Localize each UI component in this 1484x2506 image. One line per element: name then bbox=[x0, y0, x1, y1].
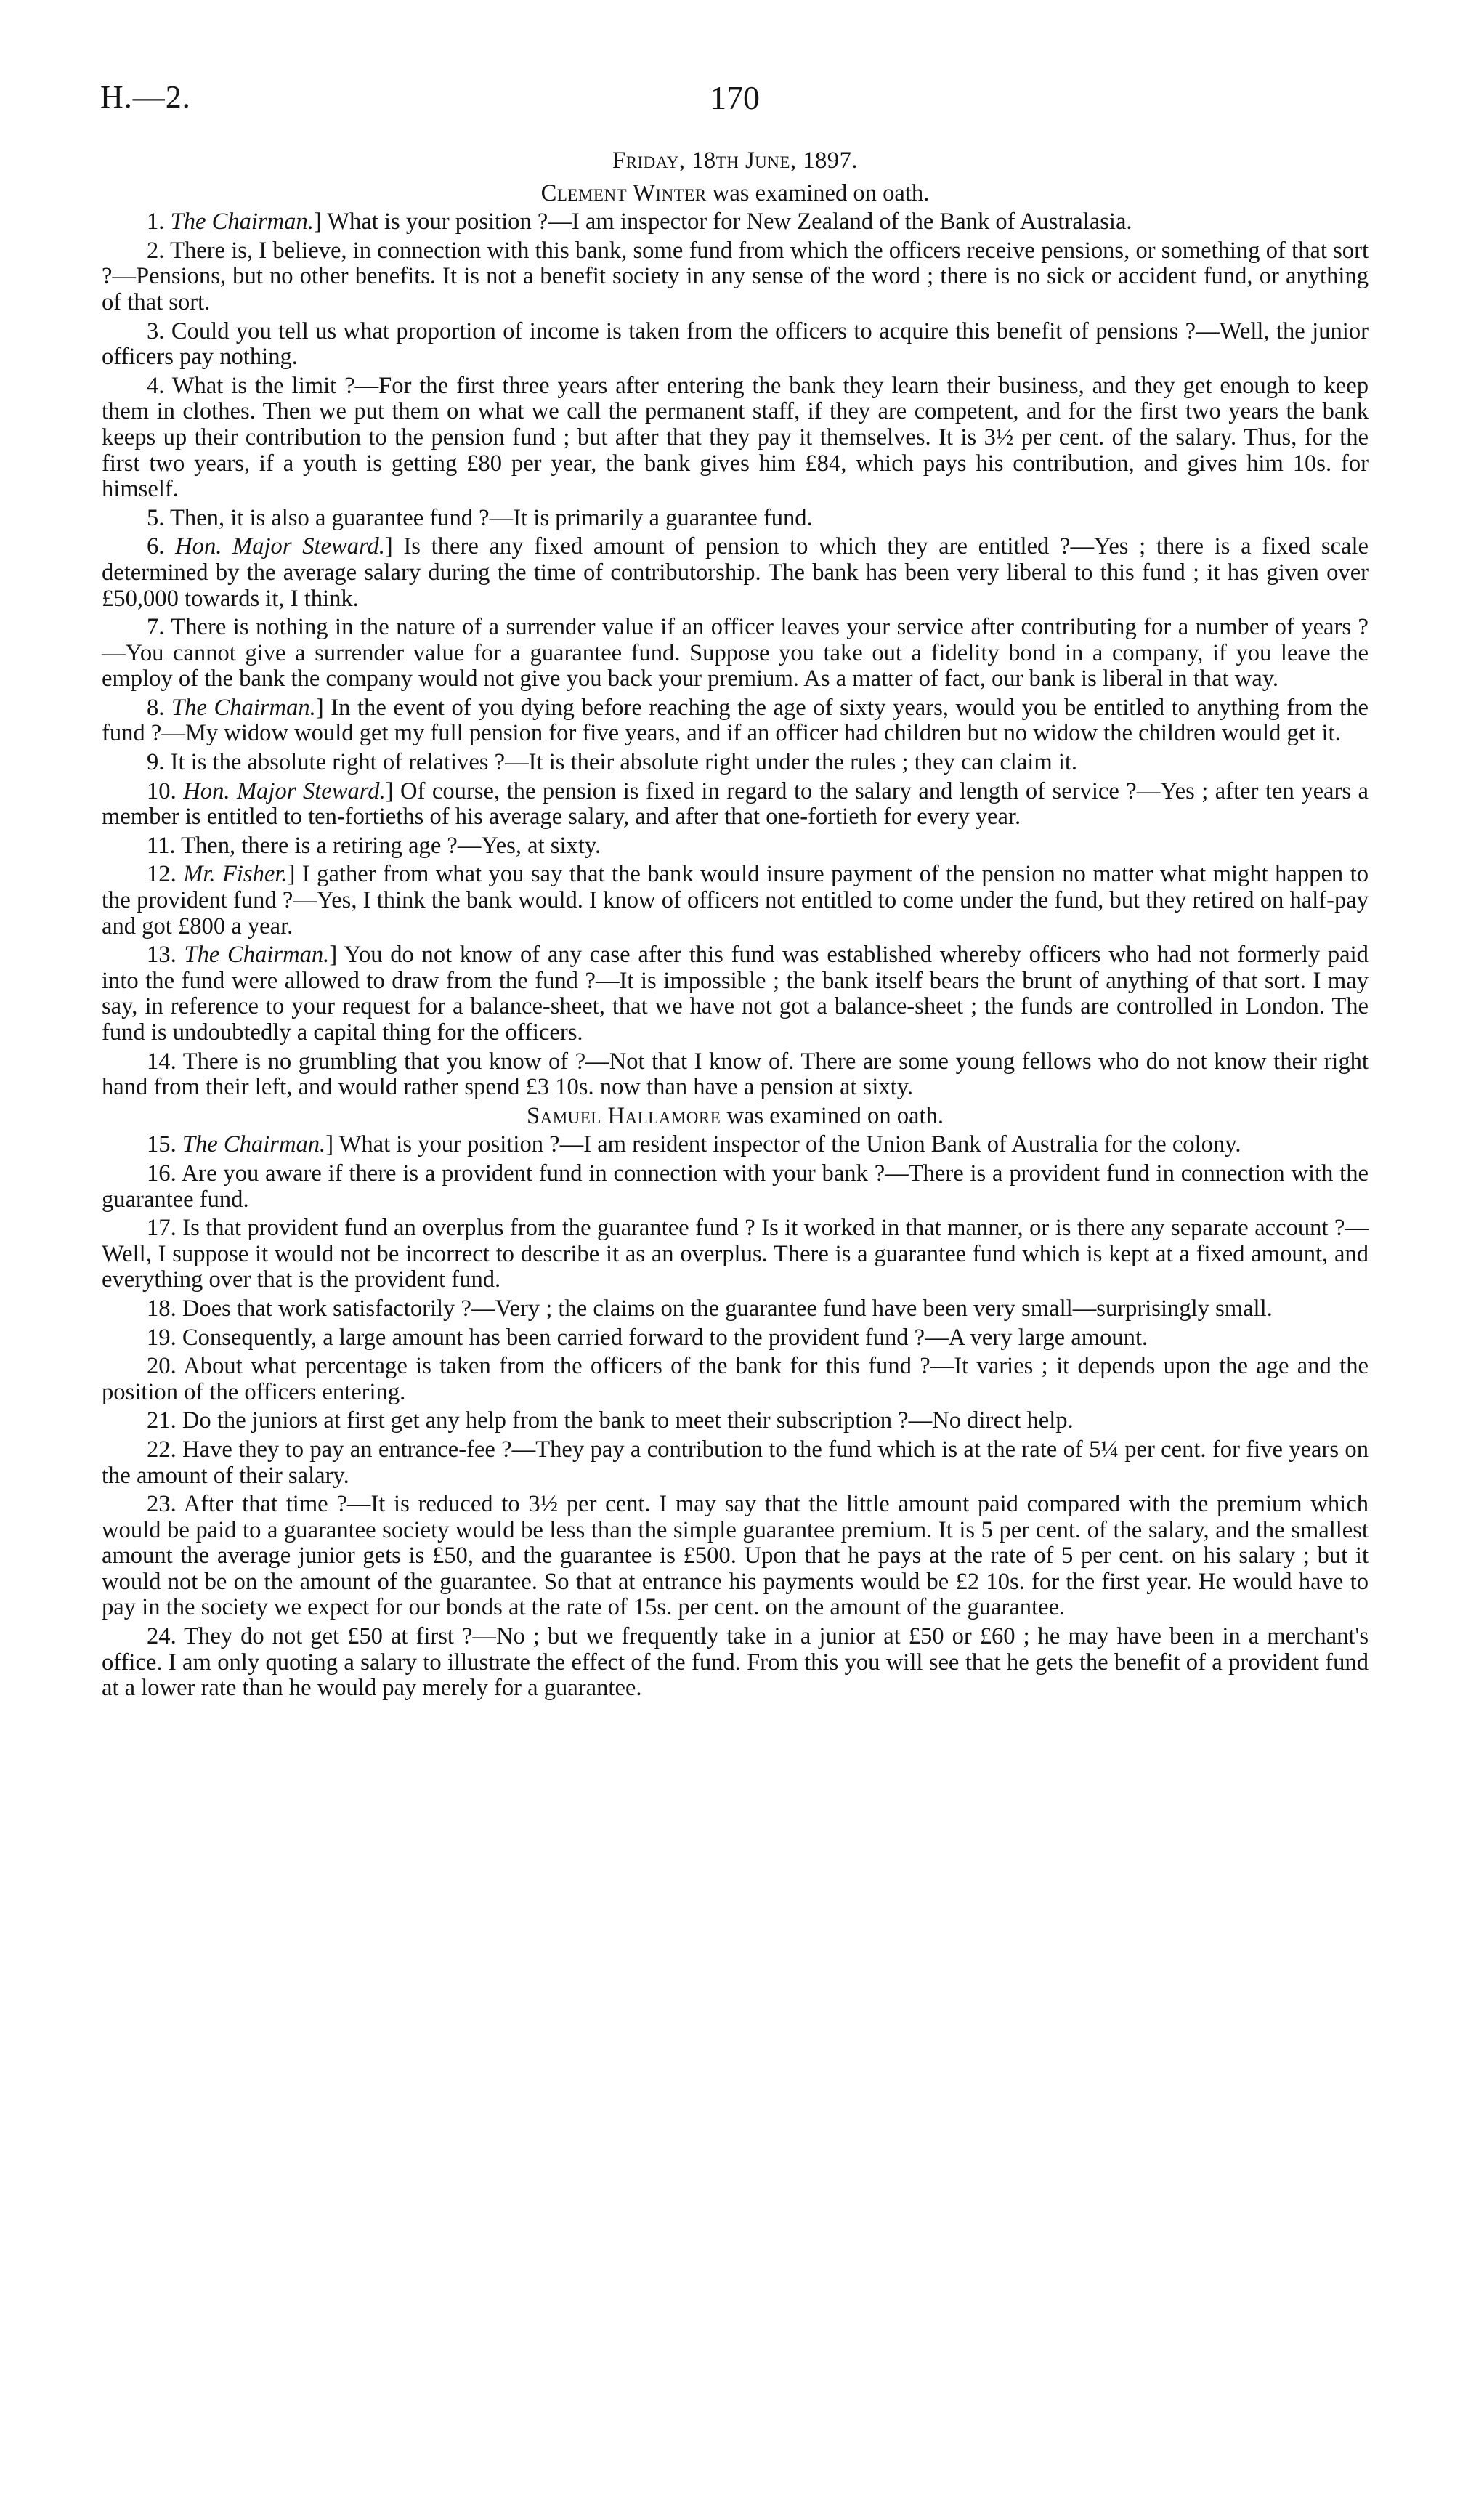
question-text: It is the absolute right of relatives ?—It is their absolute right under the rules ; they can claim it. bbox=[170, 749, 1078, 776]
question-paragraph bbox=[102, 1132, 1369, 1158]
question-paragraph bbox=[102, 1296, 1369, 1322]
question-paragraph bbox=[102, 1161, 1369, 1213]
page-number: 170 bbox=[710, 79, 760, 116]
question-number: 4. bbox=[147, 372, 165, 399]
question-number: 10. bbox=[147, 777, 177, 804]
question-text: What is the limit ?—For the first three years after entering the bank they learn their business, and they get enough to keep them in clothes. Then we put them on what we call the permanent staff, if they are competent, and for the first two years the bank keeps up their contribution to the pension fund ; but after that they pay it themselves. It is 3½ per cent. of the salary. Thus, for the first two years, if a youth is getting £80 per year, the bank gives him £84, which pays his contribution, and gives him 10s. for himself. bbox=[102, 372, 1369, 503]
question-text: ] You do not know of any case after this fund was established whereby officers who had not formerly paid into the fund were allowed to draw from the fund ?—It is impossible ; the bank itself bears the brunt of anything of that sort. I may say, in reference to your request for a balance-sheet, that we have not got a balance-sheet ; the funds are controlled in London. The fund is undoubtedly a capital thing for the officers. bbox=[102, 942, 1369, 1046]
question-text: Have they to pay an entrance-fee ?—They pay a contribution to the fund which is at the rate of 5¼ per cent. for five years on the amount of their salary. bbox=[102, 1436, 1369, 1489]
question-number: 9. bbox=[147, 749, 165, 776]
speaker-name: The Chairman. bbox=[182, 1131, 326, 1158]
question-paragraph bbox=[102, 1492, 1369, 1621]
question-number: 1. bbox=[147, 209, 165, 235]
question-list bbox=[102, 209, 1369, 1101]
question-paragraph bbox=[102, 942, 1369, 1046]
speaker-name: Hon. Major Steward. bbox=[175, 533, 385, 560]
question-number: 23. bbox=[147, 1491, 177, 1518]
witness-heading bbox=[102, 1104, 1369, 1130]
section-reference: H.—2. bbox=[100, 79, 191, 115]
witness-heading bbox=[102, 181, 1369, 207]
question-number: 8. bbox=[147, 694, 165, 721]
question-text: ] Is there any fixed amount of pension to which they are entitled ?—Yes ; there is a fixed scale determined by the average salary during the time of contributorship. The bank has been very liberal to this fund ; it has given over £50,000 towards it, I think. bbox=[102, 533, 1369, 612]
question-text: ] In the event of you dying before reaching the age of sixty years, would you be entitled to anything from the fund ?—My widow would get my full pension for five years, and if an officer had children but no widow the children would get it. bbox=[102, 694, 1369, 747]
speaker-name: The Chairman. bbox=[184, 942, 330, 969]
question-number: 6. bbox=[147, 533, 165, 560]
question-text: ] I gather from what you say that the bank would insure payment of the pension no matter what might happen to the provident fund ?—Yes, I think the bank would. I know of officers not entitled to come under the fund, but they retired on half-pay and got £800 a year. bbox=[102, 861, 1369, 939]
question-number: 20. bbox=[147, 1353, 177, 1380]
question-number: 14. bbox=[147, 1048, 177, 1075]
question-paragraph bbox=[102, 750, 1369, 776]
question-number: 11. bbox=[147, 832, 176, 859]
witness-name: Clement Winter bbox=[540, 179, 707, 206]
question-paragraph bbox=[102, 833, 1369, 860]
question-number: 2. bbox=[147, 237, 165, 264]
question-paragraph bbox=[102, 1216, 1369, 1293]
question-number: 12. bbox=[147, 861, 177, 888]
question-paragraph bbox=[102, 534, 1369, 612]
question-text: There is, I believe, in connection with this bank, some fund from which the officers receive pensions, or something of that sort ?—Pensions, but no other benefits. It is not a benefit society in any sense of the word ; there is no sick or accident fund, or anything of that sort. bbox=[102, 237, 1369, 315]
question-text: Could you tell us what proportion of income is taken from the officers to acquire this benefit of pensions ?—Well, the junior officers pay nothing. bbox=[102, 318, 1369, 371]
question-number: 17. bbox=[147, 1215, 177, 1242]
question-text: Then, it is also a guarantee fund ?—It is primarily a guarantee fund. bbox=[170, 504, 813, 531]
question-text: ] What is your position ?—I am resident inspector of the Union Bank of Australia for the colony. bbox=[325, 1131, 1241, 1158]
witness-intro: was examined on oath. bbox=[726, 1102, 944, 1129]
question-text: Do the juniors at first get any help from the bank to meet their subscription ?—No direct help. bbox=[182, 1407, 1074, 1434]
question-text: After that time ?—It is reduced to 3½ per cent. I may say that the little amount paid compared with the premium which would be paid to a guarantee society would be less than the simple guarantee premium. It is 5 per cent. of the salary, and the smallest amount the average junior gets is £50, and the guarantee is £500. Upon that he pays at the rate of 5 per cent. on his salary ; but it would not be on the amount of the guarantee. So that at entrance his payments would be £2 10s. for the first year. He would have to pay in the society we expect for our bonds at the rate of 15s. per cent. on the amount of the guarantee. bbox=[102, 1491, 1369, 1621]
question-text: Is that provident fund an overplus from the guarantee fund ? Is it worked in that manner, or is there any separate account ?—Well, I suppose it would not be incorrect to describe it as an overplus. There is a guarantee fund which is kept at a fixed amount, and everything over that is the provident fund. bbox=[102, 1215, 1369, 1293]
question-text: There is no grumbling that you know of ?—Not that I know of. There are some young fellows who do not know their right hand from their left, and would rather spend £3 10s. now than have a pension at sixty. bbox=[102, 1048, 1369, 1101]
question-paragraph bbox=[102, 1049, 1369, 1101]
witness-name: Samuel Hallamore bbox=[526, 1102, 721, 1129]
question-paragraph bbox=[102, 1325, 1369, 1351]
document-body bbox=[102, 148, 1369, 1705]
question-list bbox=[102, 1132, 1369, 1701]
speaker-name: The Chairman. bbox=[171, 694, 316, 721]
question-text: About what percentage is taken from the officers of the bank for this fund ?—It varies ; it depends upon the age and the position of the officers entering. bbox=[102, 1353, 1369, 1405]
question-number: 3. bbox=[147, 318, 165, 344]
question-text: ] What is your position ?—I am inspector for New Zealand of the Bank of Australasia. bbox=[313, 209, 1132, 235]
page-header bbox=[100, 78, 1369, 122]
question-paragraph bbox=[102, 238, 1369, 316]
question-paragraph bbox=[102, 1408, 1369, 1434]
question-paragraph bbox=[102, 209, 1369, 235]
question-paragraph bbox=[102, 506, 1369, 532]
question-number: 16. bbox=[147, 1160, 177, 1187]
question-number: 18. bbox=[147, 1295, 177, 1322]
question-paragraph bbox=[102, 1354, 1369, 1405]
question-text: Consequently, a large amount has been carried forward to the provident fund ?—A very large amount. bbox=[182, 1324, 1148, 1351]
question-number: 13. bbox=[147, 942, 177, 969]
question-text: ] Of course, the pension is fixed in regard to the salary and length of service ?—Yes ; after ten years a member is entitled to ten-fortieths of his average salary, and after that one-fortieth for every year. bbox=[102, 777, 1369, 830]
question-text: They do not get £50 at first ?—No ; but we frequently take in a junior at £50 or £60 ; he may have been in a merchant's office. I am only quoting a salary to illustrate the effect of the fund. From this you will see that he gets the benefit of a provident fund at a lower rate than he would pay merely for a guarantee. bbox=[102, 1623, 1369, 1702]
question-number: 15. bbox=[147, 1131, 177, 1158]
question-number: 19. bbox=[147, 1324, 177, 1351]
question-paragraph bbox=[102, 862, 1369, 939]
question-paragraph bbox=[102, 779, 1369, 830]
question-text: Does that work satisfactorily ?—Very ; the claims on the guarantee fund have been very small—surprisingly small. bbox=[182, 1295, 1273, 1322]
question-number: 7. bbox=[147, 614, 165, 641]
question-number: 5. bbox=[147, 504, 165, 531]
question-paragraph bbox=[102, 373, 1369, 503]
question-number: 24. bbox=[147, 1623, 177, 1650]
witness-intro: was examined on oath. bbox=[712, 179, 930, 206]
question-number: 21. bbox=[147, 1407, 177, 1434]
speaker-name: The Chairman. bbox=[170, 209, 314, 235]
question-paragraph bbox=[102, 1437, 1369, 1489]
question-number: 22. bbox=[147, 1436, 177, 1463]
speaker-name: Mr. Fisher. bbox=[183, 861, 288, 888]
question-paragraph bbox=[102, 695, 1369, 747]
question-text: There is nothing in the nature of a surrender value if an officer leaves your service after contributing for a number of years ?—You cannot give a surrender value for a guarantee fund. Suppose you take out a fidelity bond in a company, if you leave the employ of the bank the company would not give you back your premium. As a matter of fact, our bank is liberal in that way. bbox=[102, 614, 1369, 692]
question-text: Are you aware if there is a provident fund in connection with your bank ?—There is a provident fund in connection with the guarantee fund. bbox=[102, 1160, 1369, 1213]
question-paragraph bbox=[102, 1624, 1369, 1702]
question-paragraph bbox=[102, 615, 1369, 692]
question-text: Then, there is a retiring age ?—Yes, at sixty. bbox=[181, 832, 601, 859]
sitting-date: Friday, 18th June, 1897. bbox=[612, 147, 859, 174]
speaker-name: Hon. Major Steward. bbox=[183, 777, 386, 804]
question-paragraph bbox=[102, 319, 1369, 371]
